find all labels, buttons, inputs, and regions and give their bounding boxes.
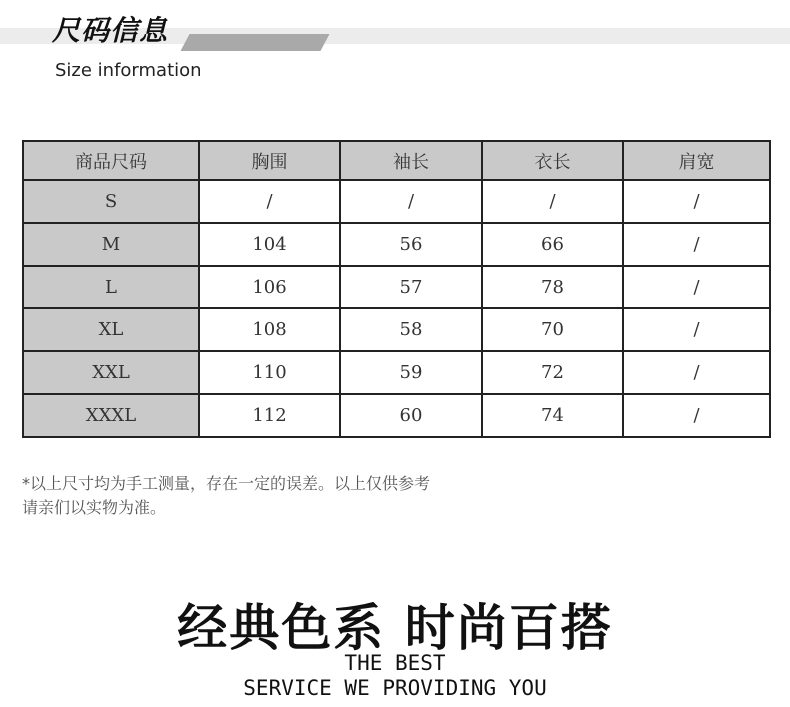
- note-line-1: *以上尺寸均为手工测量，存在一定的误差。以上仅供参考: [22, 474, 431, 493]
- length-cell: 74: [482, 394, 623, 437]
- size-cell: L: [23, 266, 199, 309]
- shoulder-cell: /: [623, 351, 770, 394]
- slogan-english-line-2: SERVICE WE PROVIDING YOU: [243, 676, 547, 700]
- shoulder-cell: /: [623, 223, 770, 266]
- size-cell: S: [23, 180, 199, 223]
- size-table: [22, 140, 771, 438]
- sleeve-cell: /: [340, 180, 482, 223]
- length-cell: 72: [482, 351, 623, 394]
- column-header-chest: 胸围: [199, 141, 340, 180]
- chest-cell: 110: [199, 351, 340, 394]
- shoulder-cell: /: [623, 266, 770, 309]
- chest-cell: 112: [199, 394, 340, 437]
- column-header-sleeve: 袖长: [340, 141, 482, 180]
- length-cell: 78: [482, 266, 623, 309]
- chest-cell: /: [199, 180, 340, 223]
- column-header-shoulder: 肩宽: [623, 141, 770, 180]
- slogan-chinese: 经典色系 时尚百搭: [177, 599, 613, 657]
- slogan-english-line-1: THE BEST: [344, 651, 446, 675]
- table-header-row: [23, 141, 770, 180]
- shoulder-cell: /: [623, 180, 770, 223]
- shoulder-cell: /: [623, 308, 770, 351]
- sleeve-cell: 58: [340, 308, 482, 351]
- sleeve-cell: 57: [340, 266, 482, 309]
- page-subtitle: Size information: [55, 60, 202, 81]
- table-row: [23, 308, 770, 351]
- measurement-note: [22, 472, 430, 520]
- shoulder-cell: /: [623, 394, 770, 437]
- column-header-length: 衣长: [482, 141, 623, 180]
- length-cell: 66: [482, 223, 623, 266]
- column-header-size: 商品尺码: [23, 141, 199, 180]
- chest-cell: 108: [199, 308, 340, 351]
- title-stripe-decoration: [180, 34, 329, 51]
- size-cell: XL: [23, 308, 199, 351]
- chest-cell: 106: [199, 266, 340, 309]
- page-title: 尺码信息: [52, 14, 169, 47]
- size-cell: M: [23, 223, 199, 266]
- table-row: [23, 180, 770, 223]
- length-cell: /: [482, 180, 623, 223]
- table-row: [23, 266, 770, 309]
- slogan-english: [0, 651, 790, 701]
- table-row: [23, 351, 770, 394]
- table-row: [23, 223, 770, 266]
- size-cell: XXL: [23, 351, 199, 394]
- chest-cell: 104: [199, 223, 340, 266]
- size-cell: XXXL: [23, 394, 199, 437]
- table-row: [23, 394, 770, 437]
- note-line-2: 请亲们以实物为准。: [22, 498, 167, 517]
- length-cell: 70: [482, 308, 623, 351]
- sleeve-cell: 60: [340, 394, 482, 437]
- sleeve-cell: 59: [340, 351, 482, 394]
- sleeve-cell: 56: [340, 223, 482, 266]
